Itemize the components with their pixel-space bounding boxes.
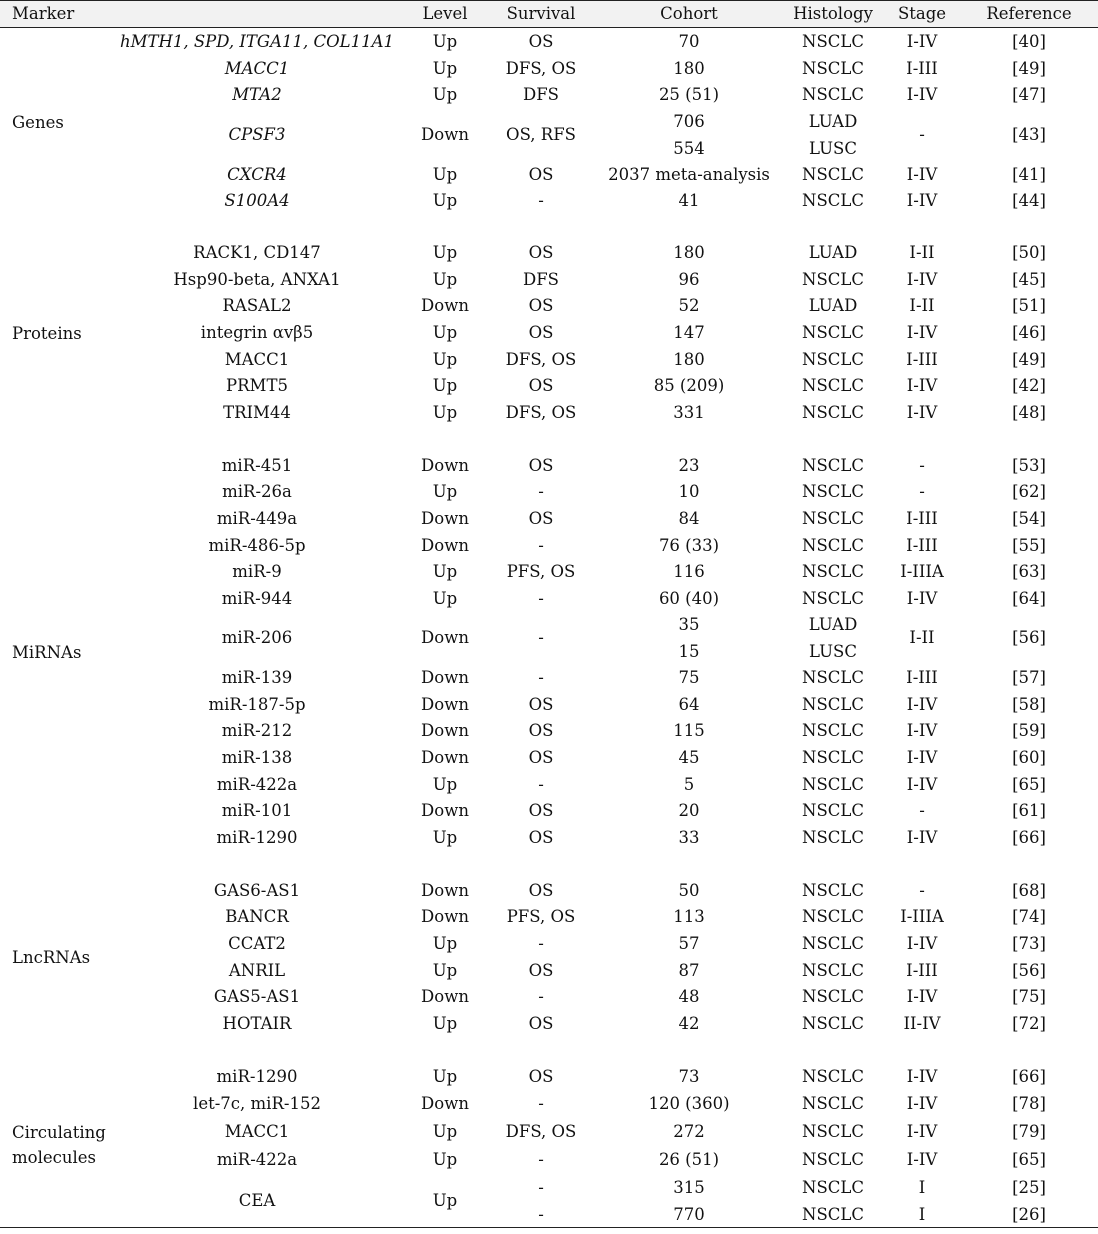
cell-cohort: 76 (33)	[658, 536, 720, 555]
cell-stage: I-IIIA	[900, 562, 944, 581]
cell-reference: [50]	[1012, 243, 1046, 262]
cell-histology: LUAD	[808, 243, 858, 262]
cell-reference: [68]	[1012, 881, 1046, 900]
cell-cohort: 84	[678, 509, 700, 528]
cell-cohort: 57	[678, 934, 700, 953]
cell-survival: OS	[528, 801, 554, 820]
cell-marker: miR-486-5p	[208, 536, 306, 555]
cell-reference: [66]	[1012, 828, 1046, 847]
cell-survival: OS	[528, 881, 554, 900]
cell-cohort: 52	[678, 296, 700, 315]
cell-reference: [72]	[1012, 1014, 1046, 1033]
cell-level: Down	[421, 748, 469, 767]
cell-histology: NSCLC	[802, 482, 864, 501]
cell-reference: [43]	[1012, 125, 1046, 144]
cell-reference: [49]	[1012, 59, 1046, 78]
cell-reference: [46]	[1012, 323, 1046, 342]
cell-stage: I-IV	[906, 323, 938, 342]
cell-survival: OS	[528, 748, 554, 767]
cell-cohort: 96	[678, 270, 700, 289]
cell-stage: I-IV	[906, 695, 938, 714]
cell-cohort: 113	[673, 907, 705, 926]
cell-survival: DFS, OS	[505, 350, 577, 369]
group-label: Proteins	[12, 323, 82, 343]
cell-histology: LUSC	[809, 138, 857, 158]
cell-stage: I-II	[909, 296, 935, 315]
cell-histology: NSCLC	[802, 801, 864, 820]
cell-histology: NSCLC	[802, 695, 864, 714]
cell-level: Down	[421, 801, 469, 820]
cell-survival: OS, RFS	[506, 125, 576, 144]
cell-marker: integrin αvβ5	[200, 323, 314, 342]
cell-cohort: 85 (209)	[653, 376, 725, 395]
cell-marker: BANCR	[225, 907, 289, 926]
cell-histology: NSCLC	[802, 881, 864, 900]
cell-marker: GAS6-AS1	[213, 881, 301, 900]
cell-cohort: 116	[673, 562, 705, 581]
cell-marker: hMTH1, SPD, ITGA11, COL11A1	[119, 32, 395, 51]
cell-stage: -	[919, 801, 925, 820]
cell-marker: GAS5-AS1	[213, 987, 301, 1006]
cell-histology: NSCLC	[802, 775, 864, 794]
cell-cohort: 770	[673, 1204, 705, 1224]
cell-marker: miR-26a	[222, 482, 292, 501]
cell-level: Up	[432, 1150, 458, 1169]
cell-level: Down	[421, 456, 469, 475]
cell-reference: [48]	[1012, 403, 1046, 422]
cell-level: Up	[432, 562, 458, 581]
header-histology: Histology	[793, 4, 873, 23]
cell-marker: CCAT2	[228, 934, 286, 953]
cell-marker: TRIM44	[223, 403, 291, 422]
group-label: Circulating molecules	[12, 1123, 106, 1167]
cell-survival: DFS, OS	[505, 1122, 577, 1141]
cell-survival: -	[538, 536, 544, 555]
cell-level: Up	[432, 376, 458, 395]
cell-reference: [63]	[1012, 562, 1046, 581]
cell-cohort: 64	[678, 695, 700, 714]
header-stage: Stage	[897, 4, 947, 23]
cell-cohort: 23	[678, 456, 700, 475]
cell-stage: I-III	[906, 350, 938, 369]
cell-marker: miR-422a	[216, 1150, 298, 1169]
cell-marker: miR-139	[221, 668, 293, 687]
cell-histology: NSCLC	[802, 85, 864, 104]
cell-reference: [40]	[1012, 32, 1046, 51]
cell-marker: CEA	[238, 1191, 276, 1210]
cell-marker: miR-206	[221, 628, 293, 647]
cell-stage: I-II	[909, 628, 935, 647]
cell-level: Up	[432, 165, 458, 184]
cell-stage: I-IV	[906, 775, 938, 794]
cell-histology: NSCLC	[802, 536, 864, 555]
cell-stage: I-III	[906, 668, 938, 687]
cell-survival: OS	[528, 243, 554, 262]
cell-stage: I-IV	[906, 828, 938, 847]
header-cohort: Cohort	[660, 4, 718, 23]
cell-histology: LUAD	[808, 111, 858, 131]
cell-level: Up	[432, 403, 458, 422]
cell-reference: [66]	[1012, 1067, 1046, 1086]
cell-cohort: 45	[678, 748, 700, 767]
cell-cohort: 33	[678, 828, 700, 847]
cell-stage: -	[919, 456, 925, 475]
cell-histology: NSCLC	[802, 589, 864, 608]
cell-stage: -	[919, 125, 925, 144]
cell-survival: OS	[528, 456, 554, 475]
cell-cohort: 26 (51)	[658, 1150, 720, 1169]
cell-reference: [45]	[1012, 270, 1046, 289]
cell-stage: I-IV	[906, 1094, 938, 1113]
cell-cohort: 331	[673, 403, 705, 422]
cell-reference: [49]	[1012, 350, 1046, 369]
cell-reference: [51]	[1012, 296, 1046, 315]
cell-marker: RACK1, CD147	[193, 243, 321, 262]
cell-histology: NSCLC	[802, 828, 864, 847]
group-label: Genes	[12, 112, 64, 132]
cell-level: Down	[421, 1094, 469, 1113]
cell-survival: -	[538, 1094, 544, 1113]
cell-marker: miR-1290	[216, 828, 298, 847]
cell-survival: -	[538, 668, 544, 687]
cell-reference: [25]	[1012, 1177, 1046, 1197]
cell-histology: NSCLC	[802, 350, 864, 369]
cell-reference: [47]	[1012, 85, 1046, 104]
cell-reference: [57]	[1012, 668, 1046, 687]
cell-survival: -	[538, 1204, 544, 1224]
cell-level: Down	[421, 987, 469, 1006]
cell-cohort: 180	[673, 59, 705, 78]
cell-histology: LUAD	[808, 614, 858, 634]
cell-survival: OS	[528, 323, 554, 342]
cell-survival: -	[538, 1150, 544, 1169]
cell-histology: NSCLC	[802, 721, 864, 740]
table-bottom-rule	[0, 1227, 1098, 1228]
cell-level: Down	[421, 907, 469, 926]
cell-marker: MACC1	[224, 350, 290, 369]
header-reference: Reference	[986, 4, 1072, 23]
cell-histology: LUAD	[808, 296, 858, 315]
cell-cohort: 180	[673, 243, 705, 262]
cell-level: Up	[432, 934, 458, 953]
cell-survival: -	[538, 934, 544, 953]
cell-histology: NSCLC	[802, 191, 864, 210]
cell-reference: [78]	[1012, 1094, 1046, 1113]
cell-survival: OS	[528, 165, 554, 184]
cell-histology: NSCLC	[802, 1177, 864, 1197]
cell-marker: miR-422a	[216, 775, 298, 794]
cell-marker: miR-101	[221, 801, 293, 820]
cell-stage: I-III	[906, 509, 938, 528]
cell-level: Down	[421, 628, 469, 647]
cell-survival: OS	[528, 296, 554, 315]
cell-cohort: 554	[673, 138, 705, 158]
cell-reference: [56]	[1012, 961, 1046, 980]
group-label: MiRNAs	[12, 642, 82, 662]
cell-histology: NSCLC	[802, 987, 864, 1006]
cell-histology: NSCLC	[802, 961, 864, 980]
cell-level: Up	[432, 191, 458, 210]
cell-cohort: 115	[673, 721, 705, 740]
cell-stage: I-IV	[906, 748, 938, 767]
cell-survival: OS	[528, 376, 554, 395]
cell-cohort: 75	[678, 668, 700, 687]
cell-histology: NSCLC	[802, 1067, 864, 1086]
cell-marker: miR-212	[221, 721, 293, 740]
table-header-row	[0, 0, 1098, 28]
cell-marker: miR-9	[232, 562, 282, 581]
cell-stage: I-II	[909, 243, 935, 262]
cell-survival: DFS	[523, 85, 559, 104]
cell-histology: NSCLC	[802, 59, 864, 78]
cell-reference: [60]	[1012, 748, 1046, 767]
cell-cohort: 147	[673, 323, 705, 342]
cell-histology: NSCLC	[802, 165, 864, 184]
cell-survival: OS	[528, 695, 554, 714]
cell-cohort: 25 (51)	[658, 85, 720, 104]
cell-stage: I-IV	[906, 721, 938, 740]
cell-histology: NSCLC	[802, 1014, 864, 1033]
cell-survival: -	[538, 775, 544, 794]
cell-marker: S100A4	[224, 191, 290, 210]
cell-reference: [41]	[1012, 165, 1046, 184]
cell-level: Down	[421, 721, 469, 740]
cell-reference: [61]	[1012, 801, 1046, 820]
header-marker: Marker	[12, 4, 75, 23]
cell-cohort: 2037 meta-analysis	[608, 165, 770, 184]
cell-marker: let-7c, miR-152	[193, 1094, 321, 1113]
cell-level: Up	[432, 323, 458, 342]
cell-survival: OS	[528, 721, 554, 740]
cell-stage: I	[918, 1204, 926, 1224]
cell-marker: CPSF3	[228, 125, 286, 144]
cell-marker: miR-138	[221, 748, 293, 767]
cell-histology: NSCLC	[802, 748, 864, 767]
cell-level: Down	[421, 881, 469, 900]
cell-histology: NSCLC	[802, 1094, 864, 1113]
cell-level: Down	[421, 695, 469, 714]
cell-stage: I-IV	[906, 1122, 938, 1141]
cell-survival: OS	[528, 509, 554, 528]
cell-level: Up	[432, 32, 458, 51]
cell-histology: NSCLC	[802, 1204, 864, 1224]
cell-level: Up	[432, 1122, 458, 1141]
cell-survival: DFS, OS	[505, 403, 577, 422]
cell-reference: [62]	[1012, 482, 1046, 501]
cell-histology: NSCLC	[802, 376, 864, 395]
cell-stage: II-IV	[903, 1014, 941, 1033]
cell-cohort: 41	[678, 191, 700, 210]
cell-level: Up	[432, 828, 458, 847]
cell-level: Up	[432, 1067, 458, 1086]
cell-reference: [56]	[1012, 628, 1046, 647]
cell-stage: I-III	[906, 59, 938, 78]
cell-stage: I-III	[906, 961, 938, 980]
cell-cohort: 5	[683, 775, 695, 794]
cell-survival: OS	[528, 1014, 554, 1033]
cell-reference: [65]	[1012, 775, 1046, 794]
cell-level: Down	[421, 125, 469, 144]
cell-stage: I-IV	[906, 1067, 938, 1086]
cell-reference: [58]	[1012, 695, 1046, 714]
cell-cohort: 50	[678, 881, 700, 900]
cell-reference: [73]	[1012, 934, 1046, 953]
cell-cohort: 87	[678, 961, 700, 980]
cell-stage: I-IV	[906, 987, 938, 1006]
cell-reference: [53]	[1012, 456, 1046, 475]
cell-level: Up	[432, 350, 458, 369]
cell-stage: I-IV	[906, 191, 938, 210]
cell-survival: DFS	[523, 270, 559, 289]
cell-survival: -	[538, 191, 544, 210]
cell-cohort: 73	[678, 1067, 700, 1086]
cell-cohort: 60 (40)	[658, 589, 720, 608]
group-label: LncRNAs	[12, 947, 91, 967]
cell-survival: OS	[528, 828, 554, 847]
cell-survival: PFS, OS	[506, 562, 576, 581]
cell-histology: NSCLC	[802, 668, 864, 687]
cell-reference: [26]	[1012, 1204, 1046, 1224]
cell-level: Up	[432, 59, 458, 78]
cell-marker: CXCR4	[227, 165, 287, 184]
cell-stage: I-IV	[906, 270, 938, 289]
cell-reference: [65]	[1012, 1150, 1046, 1169]
cell-survival: -	[538, 589, 544, 608]
cell-histology: LUSC	[809, 641, 857, 661]
cell-cohort: 180	[673, 350, 705, 369]
cell-stage: I-III	[906, 536, 938, 555]
cell-reference: [42]	[1012, 376, 1046, 395]
cell-level: Up	[432, 589, 458, 608]
cell-marker: MACC1	[224, 1122, 290, 1141]
cell-marker: miR-451	[221, 456, 293, 475]
cell-marker: Hsp90-beta, ANXA1	[173, 270, 341, 289]
cell-survival: PFS, OS	[506, 907, 576, 926]
cell-cohort: 10	[678, 482, 700, 501]
cell-cohort: 48	[678, 987, 700, 1006]
cell-cohort: 272	[673, 1122, 705, 1141]
cell-histology: NSCLC	[802, 403, 864, 422]
cell-cohort: 35	[678, 614, 700, 634]
header-survival: Survival	[506, 4, 576, 23]
cell-histology: NSCLC	[802, 907, 864, 926]
cell-cohort: 315	[673, 1177, 705, 1197]
cell-marker: MACC1	[224, 59, 290, 78]
cell-stage: I-IV	[906, 376, 938, 395]
cell-reference: [44]	[1012, 191, 1046, 210]
cell-reference: [75]	[1012, 987, 1046, 1006]
cell-survival: -	[538, 987, 544, 1006]
cell-histology: NSCLC	[802, 1122, 864, 1141]
cell-survival: -	[538, 1177, 544, 1197]
cell-reference: [54]	[1012, 509, 1046, 528]
cell-histology: NSCLC	[802, 270, 864, 289]
cell-stage: I-IV	[906, 1150, 938, 1169]
cell-cohort: 15	[678, 641, 700, 661]
cell-survival: OS	[528, 1067, 554, 1086]
cell-level: Up	[432, 775, 458, 794]
cell-level: Down	[421, 668, 469, 687]
cell-reference: [74]	[1012, 907, 1046, 926]
cell-marker: miR-1290	[216, 1067, 298, 1086]
cell-reference: [79]	[1012, 1122, 1046, 1141]
cell-cohort: 42	[678, 1014, 700, 1033]
header-level: Level	[422, 4, 468, 23]
cell-stage: I	[918, 1177, 926, 1197]
cell-level: Up	[432, 270, 458, 289]
cell-stage: I-IV	[906, 934, 938, 953]
cell-reference: [64]	[1012, 589, 1046, 608]
cell-level: Up	[432, 961, 458, 980]
cell-survival: -	[538, 628, 544, 647]
cell-marker: MTA2	[232, 85, 282, 104]
cell-survival: DFS, OS	[505, 59, 577, 78]
cell-marker: miR-187-5p	[208, 695, 306, 714]
cell-stage: I-IIIA	[900, 907, 944, 926]
cell-level: Down	[421, 536, 469, 555]
cell-stage: I-IV	[906, 589, 938, 608]
cell-marker: miR-944	[221, 589, 293, 608]
cell-survival: OS	[528, 961, 554, 980]
cell-histology: NSCLC	[802, 32, 864, 51]
cell-histology: NSCLC	[802, 934, 864, 953]
cell-level: Down	[421, 509, 469, 528]
cell-stage: -	[919, 881, 925, 900]
cell-histology: NSCLC	[802, 1150, 864, 1169]
cell-level: Up	[432, 1014, 458, 1033]
cell-marker: PRMT5	[226, 376, 288, 395]
cell-stage: I-IV	[906, 403, 938, 422]
cell-level: Up	[432, 1191, 458, 1210]
cell-stage: I-IV	[906, 85, 938, 104]
cell-histology: NSCLC	[802, 323, 864, 342]
cell-reference: [59]	[1012, 721, 1046, 740]
cell-histology: NSCLC	[802, 562, 864, 581]
cell-survival: OS	[528, 32, 554, 51]
cell-cohort: 20	[678, 801, 700, 820]
cell-level: Up	[432, 243, 458, 262]
cell-cohort: 70	[678, 32, 700, 51]
cell-marker: ANRIL	[228, 961, 286, 980]
cell-cohort: 706	[673, 111, 705, 131]
cell-marker: RASAL2	[222, 296, 292, 315]
cell-survival: -	[538, 482, 544, 501]
cell-marker: HOTAIR	[222, 1014, 292, 1033]
cell-level: Up	[432, 85, 458, 104]
cell-marker: miR-449a	[216, 509, 298, 528]
cell-stage: -	[919, 482, 925, 501]
cell-stage: I-IV	[906, 165, 938, 184]
cell-histology: NSCLC	[802, 456, 864, 475]
cell-level: Up	[432, 482, 458, 501]
cell-cohort: 120 (360)	[648, 1094, 730, 1113]
cell-level: Down	[421, 296, 469, 315]
cell-reference: [55]	[1012, 536, 1046, 555]
cell-histology: NSCLC	[802, 509, 864, 528]
cell-stage: I-IV	[906, 32, 938, 51]
